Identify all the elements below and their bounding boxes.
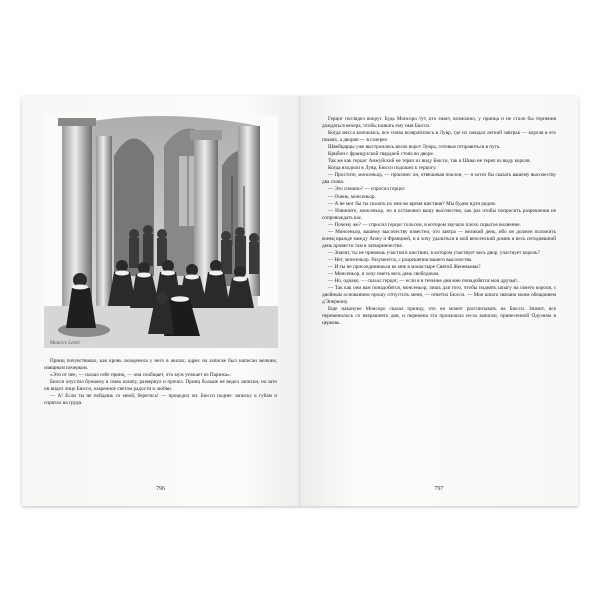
paragraph: — Почему же? — спросил герцог голосом, в котором звучало плохо скрытое волнение. <box>328 221 521 228</box>
left-page-text <box>44 358 277 407</box>
open-book-spread <box>22 96 578 506</box>
paragraph: Еще накануне Монсоро сказал принцу, что он может рассчитывать на Бюсси. Значит, все переменилось со вчерашнего дня, и перемена эта произошла из-за записки, принесенной Одуэном в церковь. <box>322 306 556 327</box>
paragraph: Швейцарцы уже выстроились возле ворот Лувра, готовые отправиться в путь. <box>328 144 501 151</box>
paragraph: Так же как герцог Анжуйский не терял из виду Бюсси, так и Шико не терял из виду короля. <box>328 158 531 165</box>
engraving-illustration <box>44 116 278 348</box>
paragraph: — Монсеньор, вашему высочеству известно, что завтра — великий день, ибо он должен положить конец вражде между Анжу и Францией, и я хочу удалиться в мой венсенский домик и весь сегодняшний день провести там в затворничестве. <box>322 228 556 249</box>
paragraph: Принц почувствовал, как кровь заледенела у него в жилах; адрес на записке был написан мелким, изящным почерком. <box>44 358 277 372</box>
page-number-left: 796 <box>156 486 165 492</box>
paragraph: — Так как они вам понадобятся, монсеньор, лишь для того, чтобы поднять шпагу на своего короля, с двойным основанием прошу отпустить меня, — ответил Бюсси. — Моя шпага связана моим обещанием д'Эпернону. <box>322 285 556 306</box>
right-page-text <box>322 116 556 327</box>
right-page <box>300 96 578 506</box>
paragraph: Крийон с французской гвардией стоял во дворе. <box>328 151 435 158</box>
paragraph: — Это спешно? — спросил герцог. <box>328 186 406 193</box>
paragraph: — Нет, монсеньор. Разумеется, с разрешения вашего высочества. <box>328 256 473 263</box>
paragraph: — И ты не присоединишься ко мне в монастыре Святой Женевьевы? <box>328 263 481 270</box>
paragraph: — Извините, монсеньор, но я остановил вашу высочество, как раз чтобы попросить разрешения не сопровождать вас. <box>322 207 556 221</box>
paragraph: — Очень, монсеньор. <box>328 193 376 200</box>
paragraph: — Монсеньор, я хочу иметь весь день свободным. <box>328 271 440 278</box>
paragraph: — А! Если ты не пойдешь со мной, берегись! — процедил он. Бюсси поднес записку к губам и спрятал на груди. <box>44 393 277 407</box>
paragraph: «Это от нее, — сказал себе принц, — она сообщает, что муж уезжает из Парижа». <box>50 372 232 379</box>
paragraph: Когда месса кончилась, все снова возвратились в Лувр, где их ожидал легкий завтрак — короля в его покоях, а дворян — в галерее. <box>322 130 556 144</box>
illustration-signature: Maurice Leloir <box>50 341 81 346</box>
paragraph: — Простите, монсеньор, — произнес он, отвешивая поклон, — я хотел бы сказать вашему высочеству два слова. <box>322 172 556 186</box>
left-page <box>22 96 300 506</box>
paragraph: — Значит, ты не примешь участия в шествии, в котором участвует весь двор, участвует король? <box>328 249 540 256</box>
paragraph: — А не мог бы ты сказать их мне во время шествия? Мы будем идти рядом. <box>328 200 497 207</box>
paragraph: Когда входили в Лувр, Бюсси подошел к герцогу. <box>328 165 437 172</box>
paragraph: Бюсси опустил бумажку в свою шляпу, развернул и прочел. Принц больше не видел записки, но зато он видел лицо Бюсси, озаренное светом радости и любви. <box>44 379 277 393</box>
page-number-right: 797 <box>434 486 444 492</box>
paragraph: Герцог поглядел вокруг. Будь Монсоро тут, кто знает, возможно, у принца и не стало бы терпения дождаться вечера, чтобы назвать ему имя Бюсси. <box>322 116 556 130</box>
paragraph: — Но, однако, — сказал герцог, — если я в течение дня мне понадобятся мои друзья!.. <box>328 278 520 285</box>
